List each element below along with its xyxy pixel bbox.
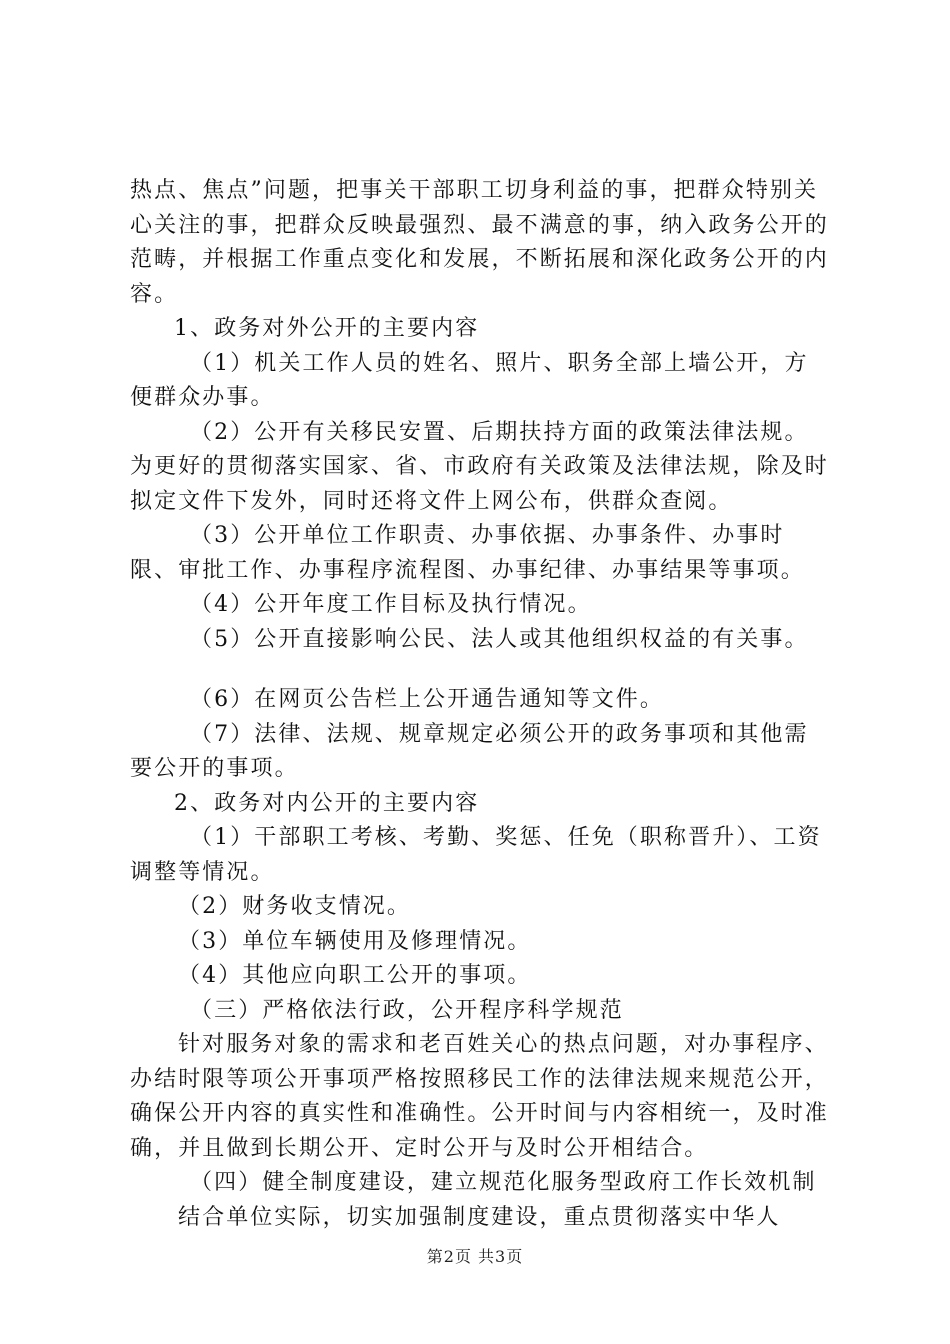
section-heading-3: （三）严格依法行政，公开程序科学规范 <box>190 997 624 1023</box>
list-item-external-2: （2）公开有关移民安置、后期扶持方面的政策法律法规。为更好的贯彻落实国家、省、市政府有关政策及法律法规，除及时拟定文件下发外，同时还将文件上网公布，供群众查阅。 <box>130 419 829 514</box>
list-item-external-7: （7）法律、法规、规章规定必须公开的政务事项和其他需要公开的事项。 <box>130 721 809 781</box>
document-body <box>130 174 830 1235</box>
paragraph-continuation: 热点、焦点”问题，把事关干部职工切身利益的事，把群众特别关心关注的事，把群众反映最强烈、最不满意的事，纳入政务公开的范畴，并根据工作重点变化和发展，不断拓展和深化政务公开的内容。 <box>130 178 829 307</box>
list-item-external-4: （4）公开年度工作目标及执行情况。 <box>190 592 592 617</box>
list-item-external-3: （3）公开单位工作职责、办事依据、办事条件、办事时限、审批工作、办事程序流程图、办事纪律、办事结果等事项。 <box>130 523 805 583</box>
paragraph-section-3-body: 针对服务对象的需求和老百姓关心的热点问题，对办事程序、办结时限等项公开事项严格按照移民工作的法律法规来规范公开，确保公开内容的真实性和准确性。公开时间与内容相统一，及时准确，并且做到长期公开、定时公开与及时公开相结合。 <box>130 1032 829 1161</box>
list-item-external-6: （6）在网页公告栏上公开通告通知等文件。 <box>190 687 664 712</box>
list-item-internal-4: （4）其他应向职工公开的事项。 <box>178 963 532 988</box>
list-item-internal-1: （1）干部职工考核、考勤、奖惩、任免（职称晋升）、工资调整等情况。 <box>130 825 822 885</box>
page-number-label: 第2页 共3页 <box>426 1247 524 1266</box>
section-heading-4: （四）健全制度建设，建立规范化服务型政府工作长效机制 <box>190 1170 817 1195</box>
list-item-internal-3: （3）单位车辆使用及修理情况。 <box>178 928 532 954</box>
heading-external-disclosure: 1、政务对外公开的主要内容 <box>174 316 480 341</box>
heading-internal-disclosure: 2、政务对内公开的主要内容 <box>174 790 480 816</box>
paragraph-section-4-body: 结合单位实际，切实加强制度建设，重点贯彻落实中华人 <box>178 1204 781 1230</box>
list-item-external-1: （1）机关工作人员的姓名、照片、职务全部上墙公开，方便群众办事。 <box>130 350 809 410</box>
list-item-internal-2: （2）财务收支情况。 <box>178 894 411 919</box>
list-item-external-5: （5）公开直接影响公民、法人或其他组织权益的有关事。 <box>190 626 809 652</box>
page-footer <box>0 1244 950 1267</box>
